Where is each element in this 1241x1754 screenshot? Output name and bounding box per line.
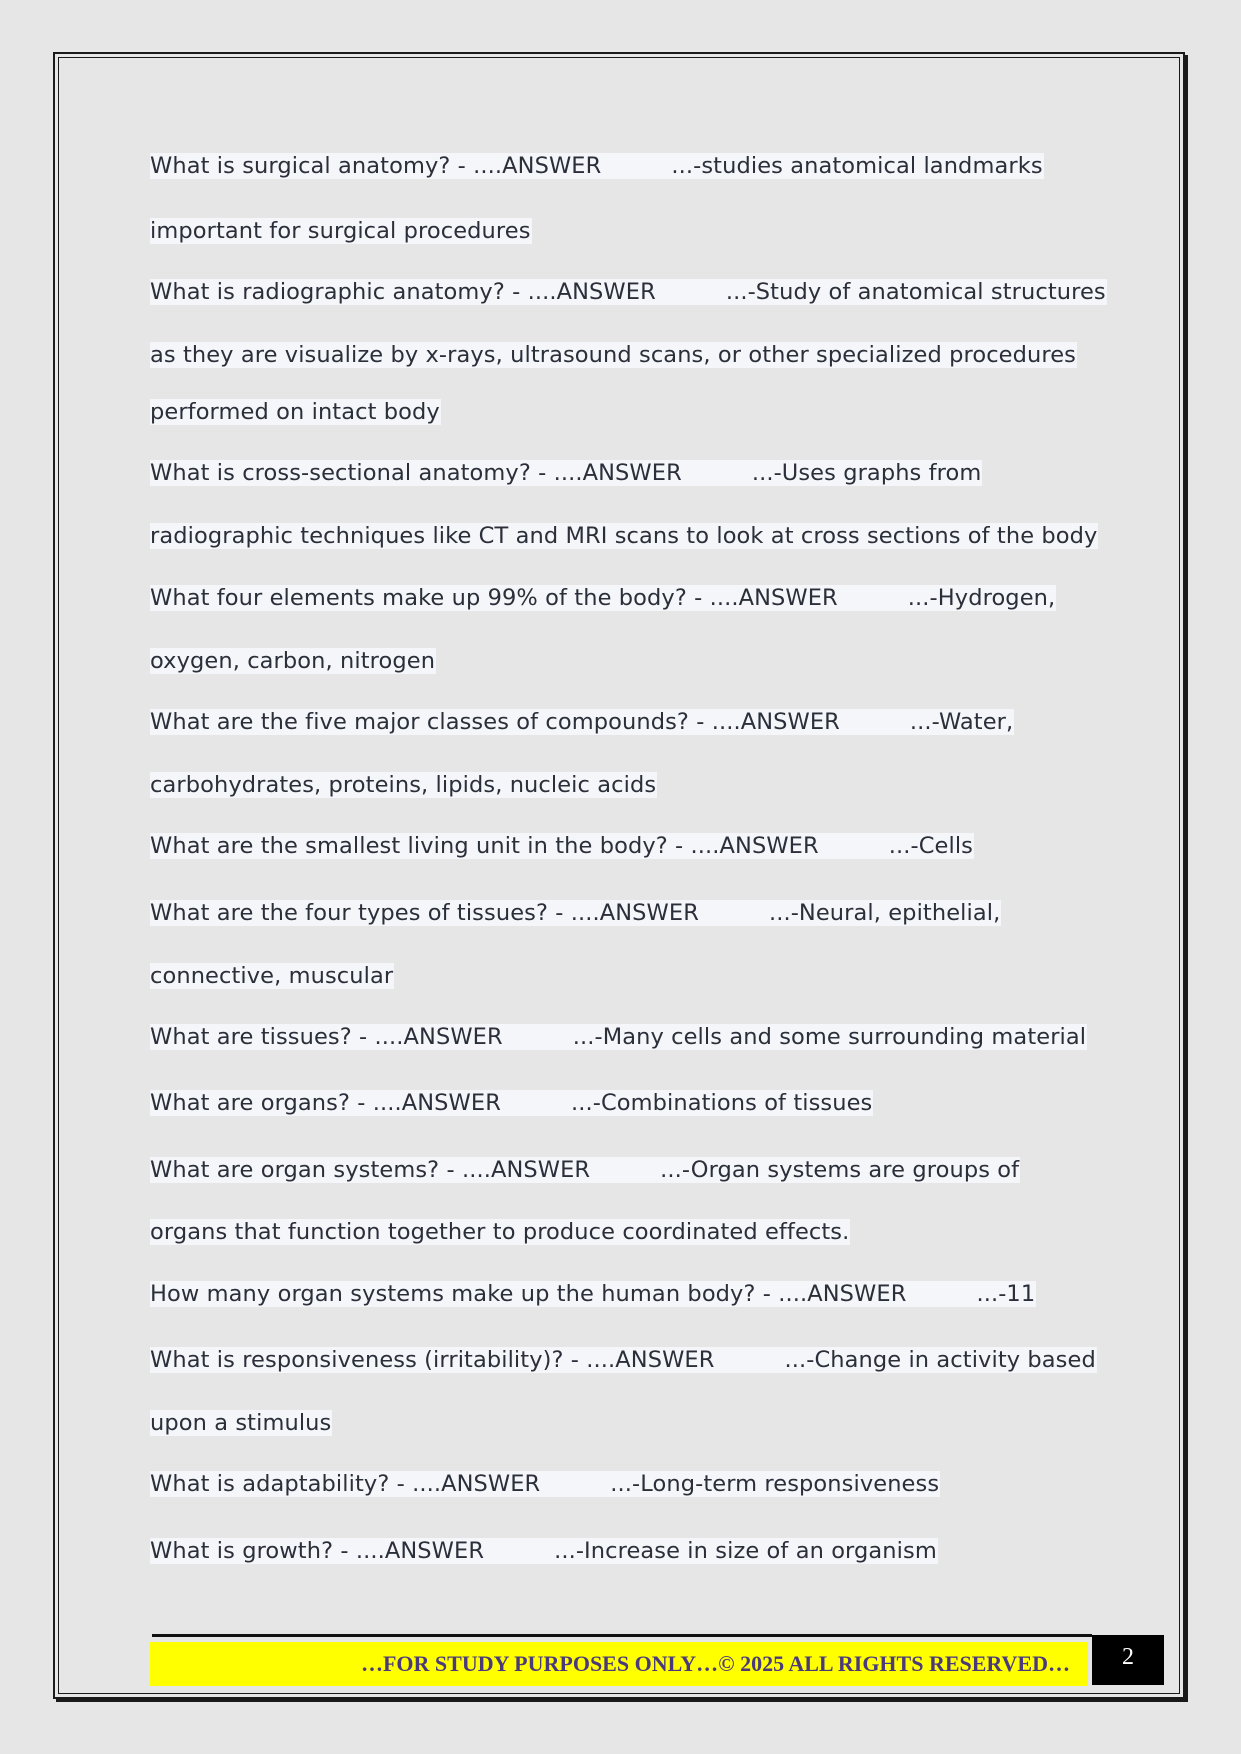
answer-text: ...-Many cells and some surrounding material: [572, 1024, 1087, 1050]
qa-line: [150, 1216, 850, 1249]
qa-line: [150, 396, 441, 429]
qa-line: [150, 897, 1001, 930]
qa-line: [150, 960, 394, 993]
qa-line: [150, 582, 1056, 615]
question-text: What four elements make up 99% of the body? - ....ANSWER: [150, 585, 838, 611]
question-text: What are tissues? - ....ANSWER: [150, 1024, 503, 1050]
continuation-text: upon a stimulus: [150, 1410, 332, 1436]
continuation-text: important for surgical procedures: [150, 218, 531, 244]
qa-line: [150, 1535, 938, 1568]
question-text: What are organ systems? - ....ANSWER: [150, 1157, 591, 1183]
continuation-text: radiographic techniques like CT and MRI scans to look at cross sections of the body: [150, 523, 1098, 549]
qa-line: [150, 1278, 1036, 1311]
qa-line: [150, 645, 436, 678]
answer-text: ...-Change in activity based: [784, 1347, 1096, 1373]
continuation-text: carbohydrates, proteins, lipids, nucleic acids: [150, 772, 657, 798]
answer-text: ...-Neural, epithelial,: [768, 900, 1001, 926]
footer-divider: [152, 1634, 1092, 1637]
answer-text: ...-Organ systems are groups of: [660, 1157, 1020, 1183]
answer-text: ...-Increase in size of an organism: [554, 1538, 937, 1564]
qa-line: [150, 1021, 1087, 1054]
qa-line: [150, 520, 1098, 553]
question-text: What is cross-sectional anatomy? - ....ANSWER: [150, 460, 682, 486]
qa-line: [150, 339, 1077, 372]
continuation-text: connective, muscular: [150, 963, 394, 989]
answer-text: ...-11: [976, 1281, 1036, 1307]
continuation-text: oxygen, carbon, nitrogen: [150, 648, 436, 674]
answer-text: ...-Cells: [888, 833, 973, 859]
question-text: What are the four types of tissues? - ....ANSWER: [150, 900, 699, 926]
footer-notice: …FOR STUDY PURPOSES ONLY…© 2025 ALL RIGHTS RESERVED…: [150, 1642, 1088, 1686]
question-text: What is growth? - ....ANSWER: [150, 1538, 485, 1564]
page-number: 2: [1092, 1635, 1164, 1685]
qa-line: [150, 1407, 332, 1440]
qa-line: [150, 150, 1044, 183]
question-text: What are the five major classes of compounds? - ....ANSWER: [150, 709, 840, 735]
continuation-text: organs that function together to produce coordinated effects.: [150, 1219, 850, 1245]
question-text: What is adaptability? - ....ANSWER: [150, 1471, 541, 1497]
qa-line: [150, 457, 982, 490]
question-text: How many organ systems make up the human body? - ....ANSWER: [150, 1281, 907, 1307]
question-text: What is surgical anatomy? - ....ANSWER: [150, 153, 602, 179]
continuation-text: performed on intact body: [150, 399, 440, 425]
answer-text: ...-Water,: [909, 709, 1014, 735]
qa-line: [150, 276, 1107, 309]
answer-text: ...-Combinations of tissues: [570, 1090, 873, 1116]
qa-line: [150, 215, 532, 248]
qa-line: [150, 706, 1014, 739]
answer-text: ...-Uses graphs from: [751, 460, 982, 486]
answer-text: ...-Long-term responsiveness: [610, 1471, 940, 1497]
qa-line: [150, 769, 657, 802]
answer-text: ...-Hydrogen,: [907, 585, 1056, 611]
question-text: What is responsiveness (irritability)? - ....ANSWER: [150, 1347, 715, 1373]
question-text: What are organs? - ....ANSWER: [150, 1090, 501, 1116]
qa-line: [150, 1087, 873, 1120]
question-text: What are the smallest living unit in the body? - ....ANSWER: [150, 833, 819, 859]
answer-text: ...-studies anatomical landmarks: [671, 153, 1043, 179]
qa-line: [150, 1344, 1097, 1377]
continuation-text: as they are visualize by x-rays, ultrasound scans, or other specialized procedures: [150, 342, 1076, 368]
qa-line: [150, 1154, 1020, 1187]
answer-text: ...-Study of anatomical structures: [725, 279, 1106, 305]
question-text: What is radiographic anatomy? - ....ANSWER: [150, 279, 656, 305]
qa-line: [150, 830, 974, 863]
qa-line: [150, 1468, 940, 1501]
